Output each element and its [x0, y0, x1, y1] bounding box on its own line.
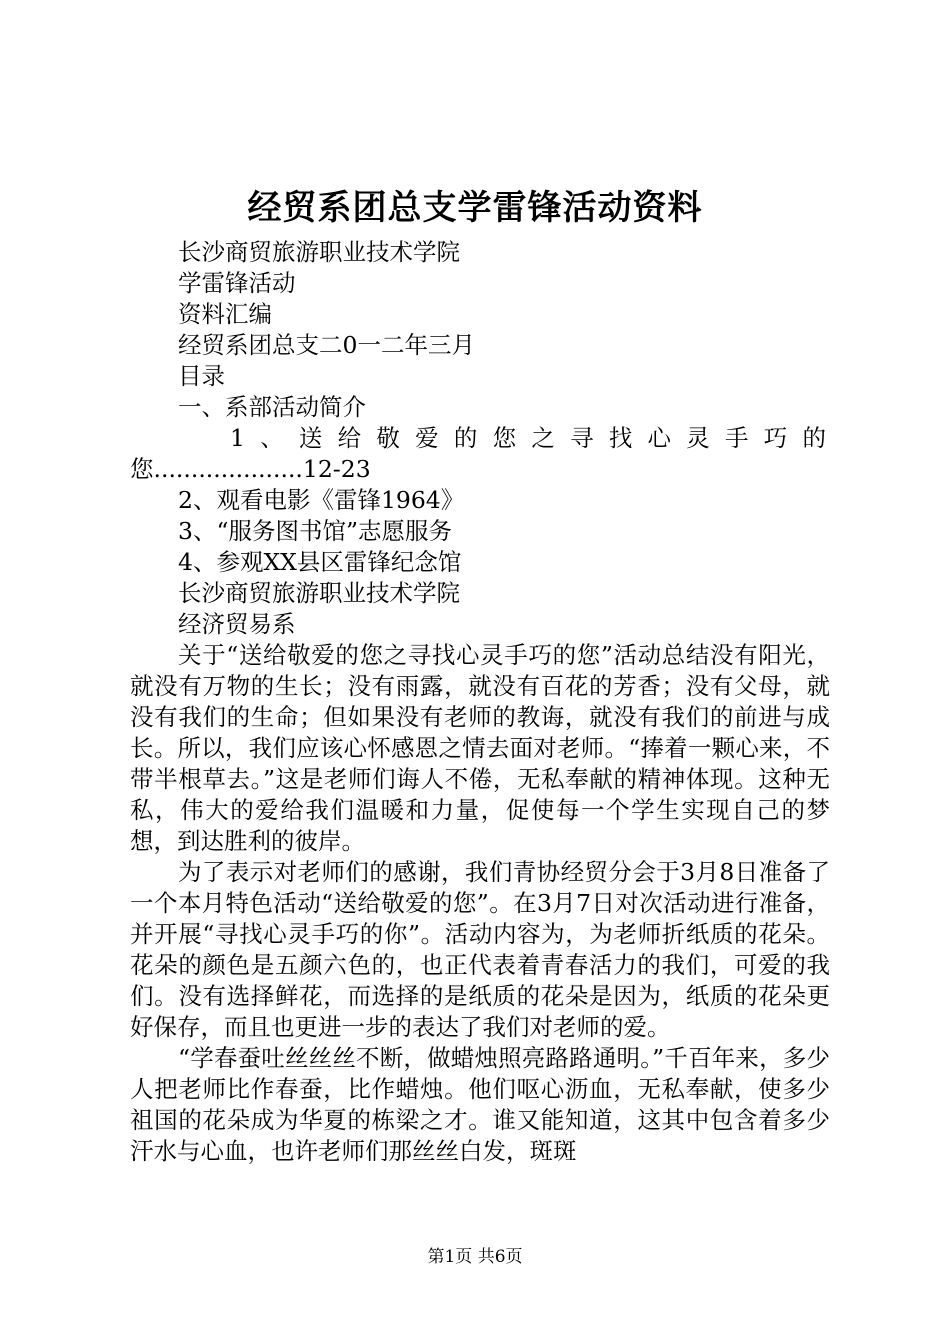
page-footer: 第1页 共6页: [427, 1247, 523, 1267]
header-line-compilation: 资料汇编: [178, 300, 272, 328]
paragraph-2: 为了表示对老师们的感谢，我们青协经贸分会于3月8日准备了一个本月特色活动“送给敬爱的您”。在3月7日对次活动进行准备，并开展“寻找心灵手巧的你”。活动内容为，为老师折纸质的花朵。花朵的颜色是五颜六色的，也正代表着青春活力的我们，可爱的我们。没有选择鲜花，而选择的是纸质的花朵是因为，纸质的花朵更好保存，而且也更进一步的表达了我们对老师的爱。: [130, 858, 830, 1041]
sub-line-department: 经济贸易系: [178, 610, 296, 638]
toc-item-4: 4、参观XX县区雷锋纪念馆: [178, 548, 462, 576]
toc-item-2: 2、观看电影《雷锋1964》: [178, 486, 465, 514]
paragraph-1: 关于“送给敬爱的您之寻找心灵手巧的您”活动总结没有阳光，就没有万物的生长；没有雨露，就没有百花的芳香；没有父母，就没有我们的生命；但如果没有老师的教诲，就没有我们的前进与成长。所以，我们应该心怀感恩之情去面对老师。“捧着一颗心来，不带半根草去。”这是老师们诲人不倦，无私奉献的精神体现。这种无私，伟大的爱给我们温暖和力量，促使每一个学生实现自己的梦想，到达胜利的彼岸。: [130, 641, 830, 855]
document-title: 经贸系团总支学雷锋活动资料: [247, 188, 703, 228]
toc-item-1-line-1: 1、送给敬爱的您之寻找心灵手巧的: [230, 424, 830, 452]
document-body: [130, 237, 830, 1167]
toc-section-heading: 一、系部活动简介: [178, 393, 366, 421]
header-line-school: 长沙商贸旅游职业技术学院: [178, 238, 460, 266]
toc-item-1-line-2: 您....................12-23: [130, 455, 371, 483]
paragraph-3: “学春蚕吐丝丝丝不断，做蜡烛照亮路路通明。”千百年来，多少人把老师比作春蚕，比作蜡烛。他们呕心沥血，无私奉献，使多少祖国的花朵成为华夏的栋梁之才。谁又能知道，这其中包含着多少汗水与心血，也许老师们那丝丝白发，斑斑: [130, 1044, 830, 1165]
sub-line-school: 长沙商贸旅游职业技术学院: [178, 579, 460, 607]
toc-heading: 目录: [178, 362, 225, 390]
toc-item-3: 3、“服务图书馆”志愿服务: [178, 517, 452, 545]
header-line-date: 经贸系团总支二0一二年三月: [178, 331, 475, 359]
header-line-activity: 学雷锋活动: [178, 269, 296, 297]
